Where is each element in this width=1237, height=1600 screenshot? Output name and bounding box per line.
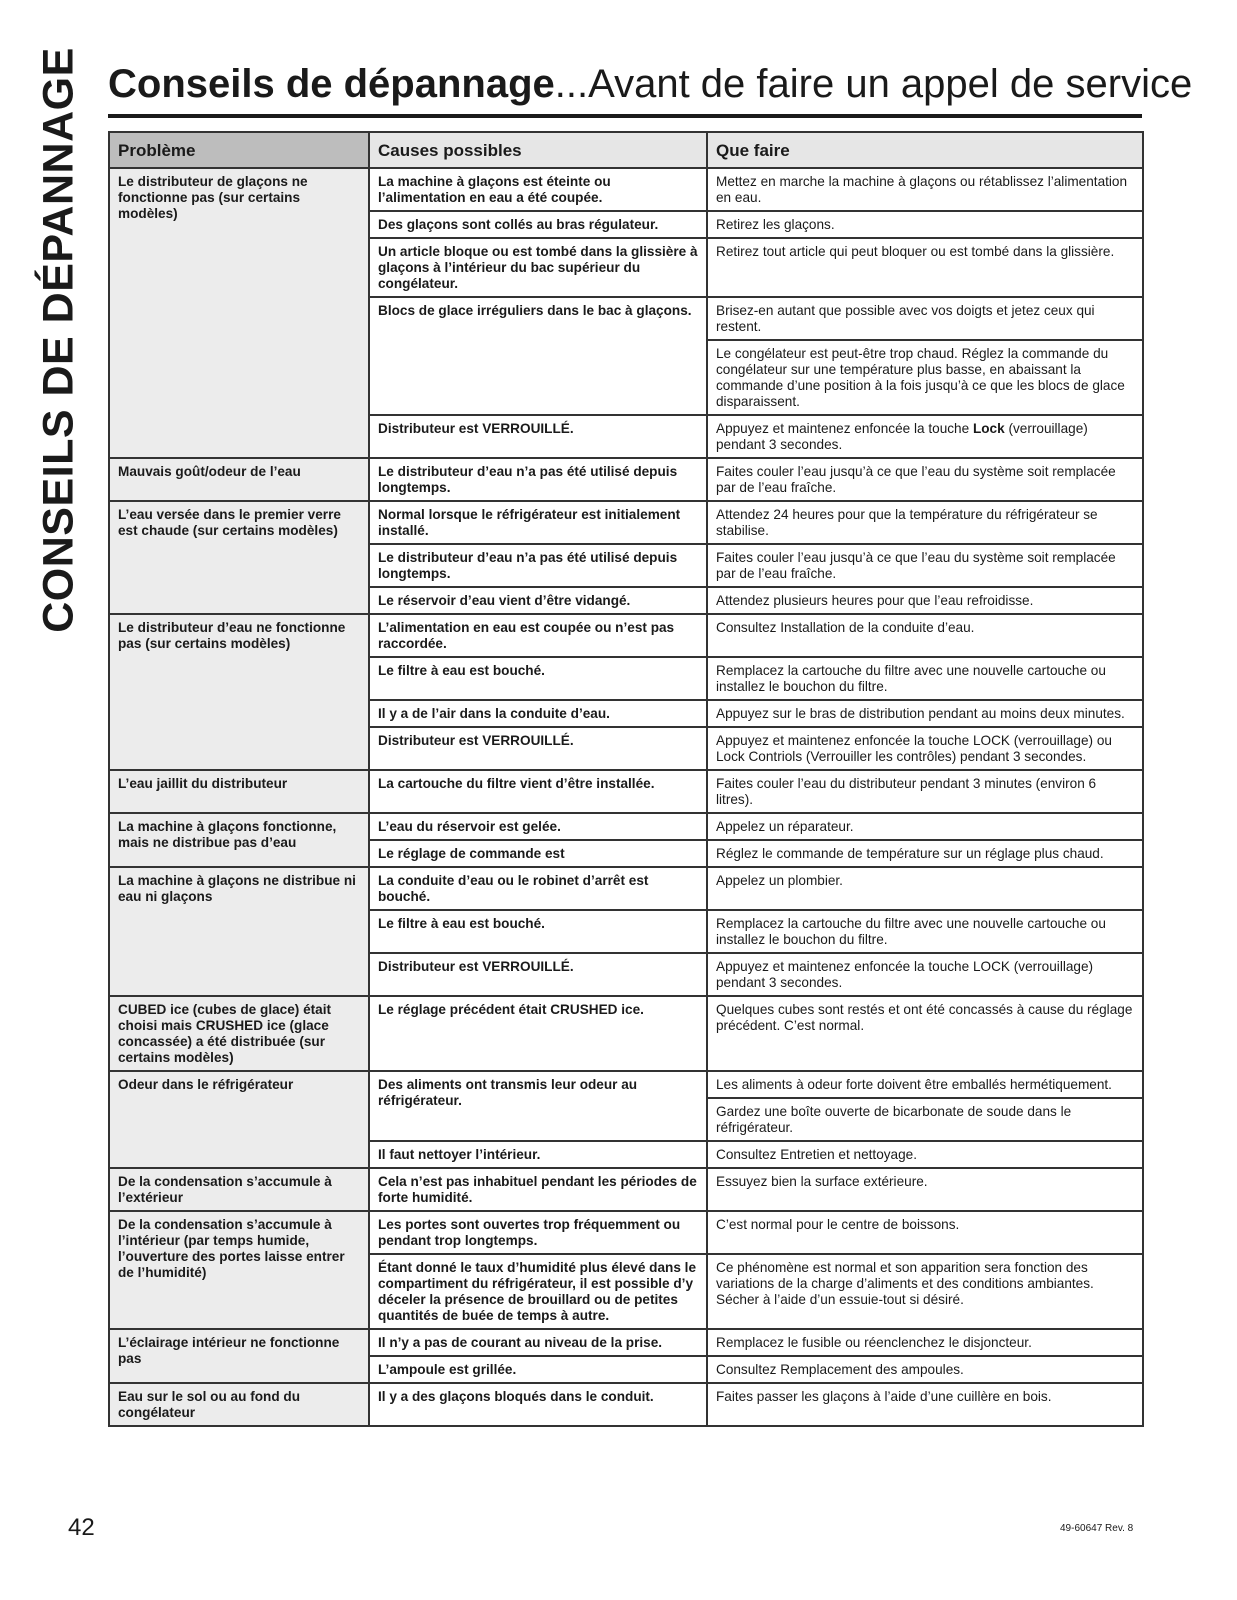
remedy-cell: Faites couler l’eau du distributeur pendant 3 minutes (environ 6 litres). <box>707 770 1143 813</box>
remedy-cell: Attendez 24 heures pour que la température du réfrigérateur se stabilise. <box>707 501 1143 544</box>
problem-cell: Le distributeur de glaçons ne fonctionne pas (sur certains modèles) <box>109 168 369 458</box>
table-row <box>109 458 1143 501</box>
remedy-key-label: Lock <box>972 421 1005 436</box>
cause-cell: L’alimentation en eau est coupée ou n’est pas raccordée. <box>369 614 707 657</box>
remedy-cell: Brisez-en autant que possible avec vos doigts et jetez ceux qui restent. <box>707 297 1143 340</box>
remedy-cell: Faites passer les glaçons à l’aide d’une cuillère en bois. <box>707 1383 1143 1426</box>
remedy-cell: Faites couler l’eau jusqu’à ce que l’eau du système soit remplacée par de l’eau fraîche. <box>707 544 1143 587</box>
remedy-cell: Consultez Entretien et nettoyage. <box>707 1141 1143 1168</box>
cause-cell: Le filtre à eau est bouché. <box>369 910 707 953</box>
problem-cell: L’eau versée dans le premier verre est chaude (sur certains modèles) <box>109 501 369 614</box>
remedy-cell: Remplacez la cartouche du filtre avec une nouvelle cartouche ou installez le bouchon du filtre. <box>707 910 1143 953</box>
cause-cell: Distributeur est VERROUILLÉ. <box>369 415 707 458</box>
table-row <box>109 813 1143 840</box>
remedy-cell: Attendez plusieurs heures pour que l’eau refroidisse. <box>707 587 1143 614</box>
remedy-cell: Consultez Installation de la conduite d’eau. <box>707 614 1143 657</box>
table-row <box>109 867 1143 910</box>
cause-cell: Blocs de glace irréguliers dans le bac à glaçons. <box>369 297 707 415</box>
problem-cell: Eau sur le sol ou au fond du congélateur <box>109 1383 369 1426</box>
remedy-cell: Réglez le commande de température sur un réglage plus chaud. <box>707 840 1143 867</box>
page-title-bold: Conseils de dépannage <box>108 62 555 106</box>
header-remedy: Que faire <box>707 132 1143 168</box>
remedy-cell: Essuyez bien la surface extérieure. <box>707 1168 1143 1211</box>
table-row <box>109 614 1143 657</box>
troubleshooting-table <box>108 131 1144 1427</box>
cause-cell: Il faut nettoyer l’intérieur. <box>369 1141 707 1168</box>
remedy-cell <box>707 415 1143 458</box>
remedy-cell: Le congélateur est peut-être trop chaud. Réglez la commande du congélateur sur une température plus basse, en abaissant la commande d’une position à la fois jusqu’à ce que les blocs de glace disparaissent. <box>707 340 1143 415</box>
remedy-cell: Retirez tout article qui peut bloquer ou est tombé dans la glissière. <box>707 238 1143 297</box>
header-causes: Causes possibles <box>369 132 707 168</box>
remedy-cell: Les aliments à odeur forte doivent être emballés hermétiquement. <box>707 1071 1143 1098</box>
table-row <box>109 1211 1143 1254</box>
problem-cell: La machine à glaçons fonctionne, mais ne distribue pas d’eau <box>109 813 369 867</box>
remedy-cell: Appelez un réparateur. <box>707 813 1143 840</box>
remedy-cell: Appuyez et maintenez enfoncée la touche LOCK (verrouillage) ou Lock Contriols (Verrouiller les contrôles) pendant 3 secondes. <box>707 727 1143 770</box>
problem-cell: Odeur dans le réfrigérateur <box>109 1071 369 1168</box>
problem-cell: L’eau jaillit du distributeur <box>109 770 369 813</box>
remedy-cell: Appelez un plombier. <box>707 867 1143 910</box>
table-row <box>109 770 1143 813</box>
cause-cell: Il y a de l’air dans la conduite d’eau. <box>369 700 707 727</box>
table-body <box>109 168 1143 1426</box>
problem-cell: CUBED ice (cubes de glace) était choisi mais CRUSHED ice (glace concassée) a été distribuée (sur certains modèles) <box>109 996 369 1071</box>
remedy-cell: Ce phénomène est normal et son apparition sera fonction des variations de la charge d’aliments et des conditions ambiantes. Sécher à l’aide d’un essuie-tout si désiré. <box>707 1254 1143 1329</box>
cause-cell: L’eau du réservoir est gelée. <box>369 813 707 840</box>
problem-cell: Le distributeur d’eau ne fonctionne pas (sur certains modèles) <box>109 614 369 770</box>
table-row <box>109 168 1143 211</box>
remedy-cell: C’est normal pour le centre de boissons. <box>707 1211 1143 1254</box>
problem-cell: De la condensation s’accumule à l’extérieur <box>109 1168 369 1211</box>
remedy-cell: Remplacez la cartouche du filtre avec une nouvelle cartouche ou installez le bouchon du filtre. <box>707 657 1143 700</box>
remedy-text: (verrouillage) pendant 3 secondes. <box>716 421 1088 452</box>
remedy-text: Appuyez et maintenez enfoncée la touche <box>716 421 973 436</box>
cause-cell: Il y a des glaçons bloqués dans le conduit. <box>369 1383 707 1426</box>
remedy-cell: Appuyez et maintenez enfoncée la touche LOCK (verrouillage) pendant 3 secondes. <box>707 953 1143 996</box>
table-row <box>109 1168 1143 1211</box>
cause-cell: La conduite d’eau ou le robinet d’arrêt est bouché. <box>369 867 707 910</box>
cause-cell: Distributeur est VERROUILLÉ. <box>369 727 707 770</box>
cause-cell: Le réglage précédent était CRUSHED ice. <box>369 996 707 1071</box>
cause-cell: Le distributeur d’eau n’a pas été utilisé depuis longtemps. <box>369 458 707 501</box>
cause-cell: Il n’y a pas de courant au niveau de la prise. <box>369 1329 707 1356</box>
cause-cell: Des aliments ont transmis leur odeur au réfrigérateur. <box>369 1071 707 1141</box>
table-row <box>109 501 1143 544</box>
table-header-row <box>109 132 1143 168</box>
table-row <box>109 1383 1143 1426</box>
cause-cell: Étant donné le taux d’humidité plus élevé dans le compartiment du réfrigérateur, il est possible d’y déceler la présence de brouillard ou de petites quantités de buée de temps à autre. <box>369 1254 707 1329</box>
cause-cell: L’ampoule est grillée. <box>369 1356 707 1383</box>
remedy-cell: Remplacez le fusible ou réenclenchez le disjoncteur. <box>707 1329 1143 1356</box>
remedy-cell: Consultez Remplacement des ampoules. <box>707 1356 1143 1383</box>
header-problem: Problème <box>109 132 369 168</box>
cause-cell: Le réservoir d’eau vient d’être vidangé. <box>369 587 707 614</box>
cause-cell: Les portes sont ouvertes trop fréquemment ou pendant trop longtemps. <box>369 1211 707 1254</box>
side-title-text: CONSEILS DE DÉPANNAGE <box>34 47 83 633</box>
page-title-rest: ...Avant de faire un appel de service <box>554 62 1193 106</box>
document-code: 49-60647 Rev. 8 <box>1060 1523 1134 1534</box>
remedy-cell: Faites couler l’eau jusqu’à ce que l’eau du système soit remplacée par de l’eau fraîche. <box>707 458 1143 501</box>
cause-cell: Cela n’est pas inhabituel pendant les périodes de forte humidité. <box>369 1168 707 1211</box>
cause-cell: Des glaçons sont collés au bras régulateur. <box>369 211 707 238</box>
problem-cell: L’éclairage intérieur ne fonctionne pas <box>109 1329 369 1383</box>
remedy-cell: Quelques cubes sont restés et ont été concassés à cause du réglage précédent. C’est normal. <box>707 996 1143 1071</box>
cause-cell: La cartouche du filtre vient d’être installée. <box>369 770 707 813</box>
page-number: 42 <box>68 1514 95 1541</box>
problem-cell: De la condensation s’accumule à l’intérieur (par temps humide, l’ouverture des portes laisse entrer de l’humidité) <box>109 1211 369 1329</box>
cause-cell: La machine à glaçons est éteinte ou l’alimentation en eau a été coupée. <box>369 168 707 211</box>
side-title <box>34 47 83 633</box>
table-row <box>109 1071 1143 1098</box>
cause-cell: Distributeur est VERROUILLÉ. <box>369 953 707 996</box>
cause-cell: Le distributeur d’eau n’a pas été utilisé depuis longtemps. <box>369 544 707 587</box>
title-divider <box>108 114 1142 118</box>
remedy-cell: Retirez les glaçons. <box>707 211 1143 238</box>
table-row <box>109 996 1143 1071</box>
cause-cell: Normal lorsque le réfrigérateur est initialement installé. <box>369 501 707 544</box>
cause-cell: Le réglage de commande est <box>369 840 707 867</box>
remedy-cell: Appuyez sur le bras de distribution pendant au moins deux minutes. <box>707 700 1143 727</box>
cause-cell: Le filtre à eau est bouché. <box>369 657 707 700</box>
problem-cell: La machine à glaçons ne distribue ni eau ni glaçons <box>109 867 369 996</box>
remedy-cell: Mettez en marche la machine à glaçons ou rétablissez l’alimentation en eau. <box>707 168 1143 211</box>
problem-cell: Mauvais goût/odeur de l’eau <box>109 458 369 501</box>
page-title <box>108 62 1192 107</box>
remedy-cell: Gardez une boîte ouverte de bicarbonate de soude dans le réfrigérateur. <box>707 1098 1143 1141</box>
table-row <box>109 1329 1143 1356</box>
cause-cell: Un article bloque ou est tombé dans la glissière à glaçons à l’intérieur du bac supérieur du congélateur. <box>369 238 707 297</box>
